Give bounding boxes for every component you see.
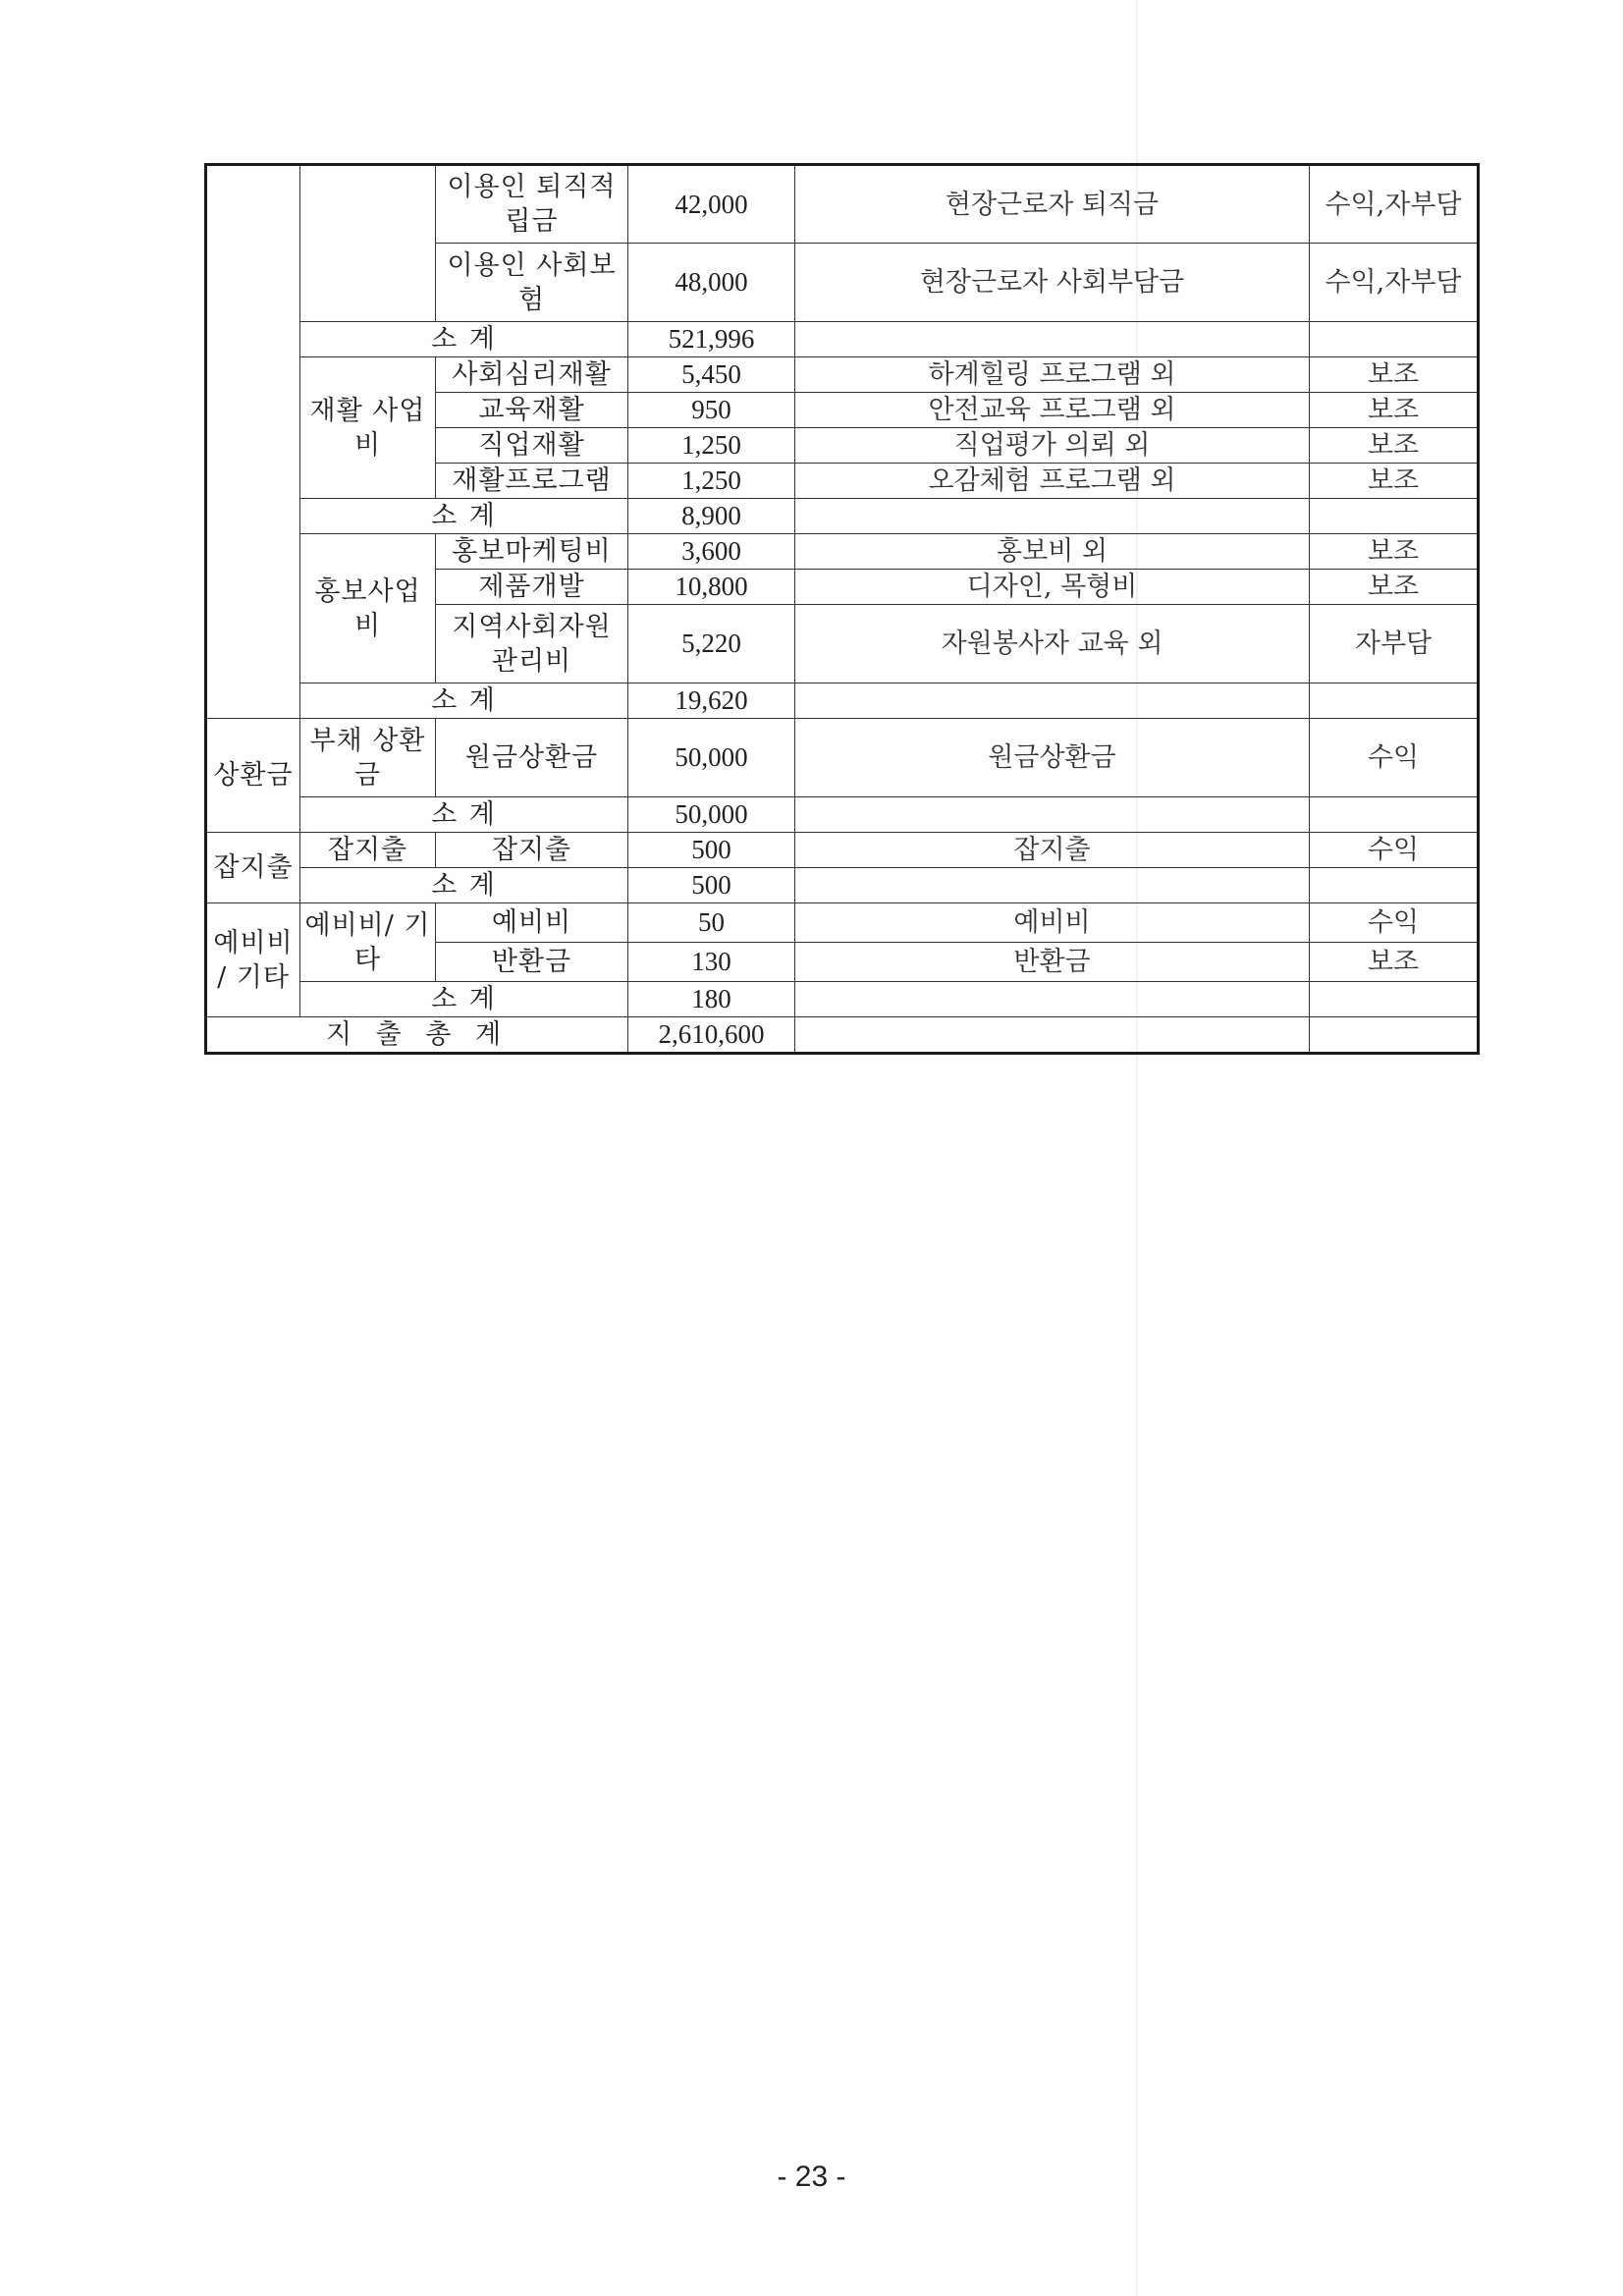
- group-cell: 잡지출: [300, 833, 436, 868]
- amount-cell: 10,800: [628, 570, 795, 605]
- desc-cell-empty: [795, 499, 1310, 534]
- desc-cell: 잡지출: [795, 833, 1310, 868]
- group-cell: 예비비/ 기타: [300, 903, 436, 982]
- source-cell: 보조: [1310, 534, 1479, 570]
- amount-cell: 1,250: [628, 464, 795, 499]
- subtotal-label: 소 계: [300, 683, 628, 719]
- source-cell: 자부담: [1310, 605, 1479, 683]
- amount-cell: 5,450: [628, 357, 795, 393]
- source-cell-empty: [1310, 322, 1479, 357]
- amount-cell: 5,220: [628, 605, 795, 683]
- source-cell: 보조: [1310, 428, 1479, 464]
- item-cell: 이용인 사회보험: [436, 244, 628, 322]
- source-cell-empty: [1310, 1017, 1479, 1054]
- item-cell: 지역사회자원 관리비: [436, 605, 628, 683]
- source-cell-empty: [1310, 683, 1479, 719]
- item-cell: 반환금: [436, 943, 628, 982]
- group-cell-empty: [300, 165, 436, 322]
- desc-cell: 하계힐링 프로그램 외: [795, 357, 1310, 393]
- category-cell: 예비비 / 기타: [206, 903, 300, 1017]
- subtotal-amount: 180: [628, 982, 795, 1017]
- table-row: [206, 534, 1479, 570]
- subtotal-row: [206, 499, 1479, 534]
- source-cell-empty: [1310, 982, 1479, 1017]
- subtotal-row: [206, 982, 1479, 1017]
- category-cell-empty: [206, 165, 300, 719]
- source-cell: 보조: [1310, 464, 1479, 499]
- category-cell: 상환금: [206, 719, 300, 833]
- subtotal-label: 소 계: [300, 322, 628, 357]
- subtotal-row: [206, 868, 1479, 903]
- table-row: [206, 903, 1479, 943]
- source-cell: 수익,자부담: [1310, 165, 1479, 244]
- item-cell: 잡지출: [436, 833, 628, 868]
- desc-cell-empty: [795, 1017, 1310, 1054]
- amount-cell: 500: [628, 833, 795, 868]
- amount-cell: 950: [628, 393, 795, 428]
- category-cell: 잡지출: [206, 833, 300, 903]
- desc-cell-empty: [795, 683, 1310, 719]
- desc-cell: 자원봉사자 교육 외: [795, 605, 1310, 683]
- source-cell: 보조: [1310, 393, 1479, 428]
- source-cell: 수익: [1310, 903, 1479, 943]
- table-row: [206, 357, 1479, 393]
- item-cell: 홍보마케팅비: [436, 534, 628, 570]
- subtotal-row: [206, 797, 1479, 833]
- amount-cell: 3,600: [628, 534, 795, 570]
- amount-cell: 42,000: [628, 165, 795, 244]
- item-cell: 예비비: [436, 903, 628, 943]
- subtotal-amount: 500: [628, 868, 795, 903]
- desc-cell: 오감체험 프로그램 외: [795, 464, 1310, 499]
- amount-cell: 48,000: [628, 244, 795, 322]
- item-cell: 직업재활: [436, 428, 628, 464]
- source-cell: 보조: [1310, 943, 1479, 982]
- desc-cell: 직업평가 의뢰 외: [795, 428, 1310, 464]
- subtotal-row: [206, 683, 1479, 719]
- source-cell: 수익,자부담: [1310, 244, 1479, 322]
- amount-cell: 50,000: [628, 719, 795, 797]
- desc-cell-empty: [795, 982, 1310, 1017]
- page-number: - 23 -: [777, 2160, 846, 2193]
- desc-cell-empty: [795, 322, 1310, 357]
- table-row: [206, 719, 1479, 797]
- desc-cell: 안전교육 프로그램 외: [795, 393, 1310, 428]
- grand-total-row: [206, 1017, 1479, 1054]
- source-cell: 보조: [1310, 357, 1479, 393]
- grand-total-amount: 2,610,600: [628, 1017, 795, 1054]
- subtotal-row: [206, 322, 1479, 357]
- subtotal-amount: 521,996: [628, 322, 795, 357]
- subtotal-amount: 19,620: [628, 683, 795, 719]
- table-row: [206, 165, 1479, 244]
- desc-cell: 현장근로자 퇴직금: [795, 165, 1310, 244]
- source-cell: 수익: [1310, 719, 1479, 797]
- desc-cell: 원금상환금: [795, 719, 1310, 797]
- subtotal-label: 소 계: [300, 797, 628, 833]
- subtotal-label: 소 계: [300, 499, 628, 534]
- desc-cell: 홍보비 외: [795, 534, 1310, 570]
- group-cell: 재활 사업비: [300, 357, 436, 499]
- desc-cell: 반환금: [795, 943, 1310, 982]
- desc-cell: 디자인, 목형비: [795, 570, 1310, 605]
- expense-budget-table: [204, 163, 1480, 1055]
- subtotal-label: 소 계: [300, 868, 628, 903]
- source-cell-empty: [1310, 797, 1479, 833]
- amount-cell: 1,250: [628, 428, 795, 464]
- grand-total-label: 지 출 총 계: [206, 1017, 628, 1054]
- source-cell-empty: [1310, 499, 1479, 534]
- item-cell: 교육재활: [436, 393, 628, 428]
- group-cell: 부채 상환금: [300, 719, 436, 797]
- source-cell: 보조: [1310, 570, 1479, 605]
- desc-cell: 현장근로자 사회부담금: [795, 244, 1310, 322]
- desc-cell-empty: [795, 797, 1310, 833]
- item-cell: 제품개발: [436, 570, 628, 605]
- subtotal-label: 소 계: [300, 982, 628, 1017]
- group-cell: 홍보사업 비: [300, 534, 436, 683]
- subtotal-amount: 8,900: [628, 499, 795, 534]
- desc-cell-empty: [795, 868, 1310, 903]
- subtotal-amount: 50,000: [628, 797, 795, 833]
- item-cell: 사회심리재활: [436, 357, 628, 393]
- table-row: [206, 833, 1479, 868]
- amount-cell: 130: [628, 943, 795, 982]
- item-cell: 원금상환금: [436, 719, 628, 797]
- item-cell: 재활프로그램: [436, 464, 628, 499]
- item-cell: 이용인 퇴직적립금: [436, 165, 628, 244]
- source-cell-empty: [1310, 868, 1479, 903]
- amount-cell: 50: [628, 903, 795, 943]
- source-cell: 수익: [1310, 833, 1479, 868]
- desc-cell: 예비비: [795, 903, 1310, 943]
